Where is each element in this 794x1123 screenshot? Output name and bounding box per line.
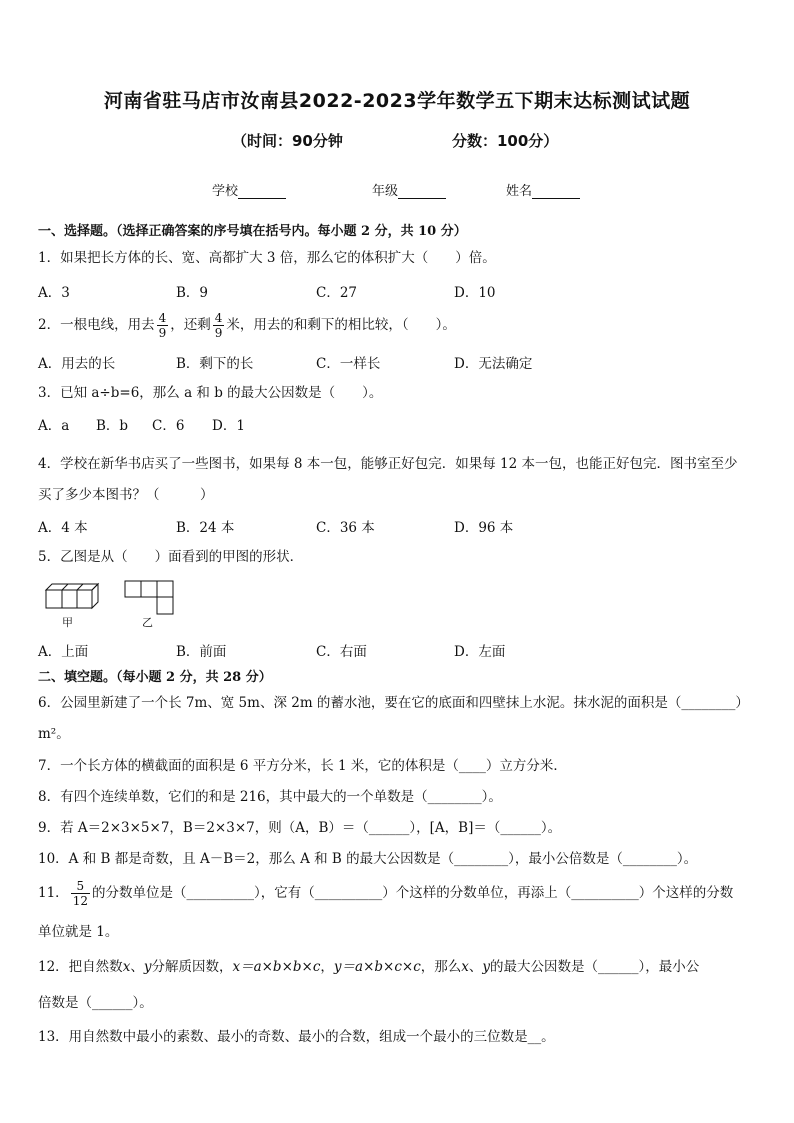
question-6-line-1: 6．公园里新建了一个长 7m、宽 5m、深 2m 的蓄水池，要在它的底面和四壁抹上水泥。抹水泥的面积是（________） (38, 695, 749, 711)
q1-option-b[interactable]: B．9 (176, 285, 209, 301)
page-title: 河南省驻马店市汝南县2022-2023学年数学五下期末达标测试试题 (103, 90, 691, 112)
q3-option-c[interactable]: C．6 (152, 418, 185, 434)
question-2 (38, 310, 764, 340)
q2-option-b[interactable]: B．剩下的长 (176, 356, 254, 372)
q11-number: 11． (38, 885, 69, 901)
q2-frac2-denominator: 9 (214, 326, 223, 340)
q3-option-b[interactable]: B．b (96, 418, 129, 434)
q4-option-d[interactable]: D．96 本 (454, 520, 514, 536)
q5-option-c[interactable]: C．右面 (316, 644, 367, 660)
figure-jia-label: 甲 (62, 616, 73, 629)
q12-var-y: y (143, 959, 152, 975)
question-11-line-2: 单位就是 1。 (38, 924, 119, 940)
section1-heading: 一、选择题。（选择正确答案的序号填在括号内。每小题 2 分，共 10 分） (38, 224, 467, 239)
q1-option-a[interactable]: A．3 (38, 285, 70, 301)
q2-option-d[interactable]: D．无法确定 (454, 356, 533, 372)
q3-option-a[interactable]: A．a (38, 418, 70, 434)
q3-option-d[interactable]: D．1 (212, 418, 245, 434)
school-label: 学校 (212, 184, 239, 199)
question-12-line-2: 倍数是（______）。 (38, 995, 153, 1011)
q2-frac1-numerator: 4 (158, 311, 167, 325)
question-7: 7．一个长方体的横截面的面积是 6 平方分米，长 1 米，它的体积是（____）立方分米． (38, 758, 567, 774)
school-field (212, 180, 286, 199)
question-11 (38, 876, 764, 910)
q12-var-x: x (122, 959, 131, 975)
q12-expr-x: x＝a×b×b×c (232, 959, 321, 975)
q12-var-x-2: x (461, 959, 469, 975)
question-4-line-1: 4．学校在新华书店买了一些图书，如果每 8 本一包，能够正好包完．如果每 12 本一包，也能正好包完．图书室至少 (38, 456, 738, 472)
q2-option-c[interactable]: C．一样长 (316, 356, 381, 372)
q12-text-mid: 分解质因数， (151, 959, 233, 975)
figure-yi-view (124, 580, 176, 618)
q12-text-pre: 12．把自然数 (38, 959, 123, 975)
question-9: 9．若 A＝2×3×5×7，B＝2×3×7，则（A，B）＝（______），[A，B]＝（______）。 (38, 820, 562, 836)
name-field (506, 180, 580, 199)
q11-fraction (71, 879, 90, 908)
question-10: 10．A 和 B 都是奇数，且 A－B＝2，那么 A 和 B 的最大公因数是（________），最小公倍数是（________）。 (38, 851, 698, 867)
q11-frac-denominator: 12 (72, 894, 88, 908)
q5-option-d[interactable]: D．左面 (454, 644, 506, 660)
q12-sep-1: 、 (130, 959, 144, 975)
q2-fraction-2 (213, 311, 225, 340)
school-blank[interactable] (238, 185, 286, 199)
q2-frac2-numerator: 4 (214, 311, 223, 325)
q4-option-a[interactable]: A．4 本 (38, 520, 88, 536)
question-4-line-2: 买了多少本图书？（ ） (38, 487, 214, 503)
q5-option-b[interactable]: B．前面 (176, 644, 227, 660)
figure-yi-label: 乙 (142, 616, 153, 629)
grade-label: 年级 (372, 184, 399, 199)
q2-text-post: 米，用去的和剩下的相比较，（ ）。 (226, 317, 456, 333)
section2-heading: 二、填空题。（每小题 2 分，共 28 分） (38, 670, 272, 685)
q1-option-c[interactable]: C．27 (316, 285, 358, 301)
question-5: 5．乙图是从（ ）面看到的甲图的形状． (38, 549, 304, 565)
q12-text-post: 的最大公因数是（______），最小公 (490, 959, 700, 975)
q4-option-c[interactable]: C．36 本 (316, 520, 375, 536)
grade-blank[interactable] (398, 185, 446, 199)
q11-frac-numerator: 5 (71, 879, 90, 894)
figure-jia-cubes (44, 580, 102, 610)
q2-text-pre: 2．一根电线，用去 (38, 317, 155, 333)
grade-field (372, 180, 446, 199)
q1-option-d[interactable]: D．10 (454, 285, 496, 301)
name-label: 姓名 (506, 184, 533, 199)
question-3: 3．已知 a÷b=6，那么 a 和 b 的最大公因数是（ ）。 (38, 385, 383, 401)
exam-time: （时间：90分钟 (232, 132, 343, 150)
question-1: 1．如果把长方体的长、宽、高都扩大 3 倍，那么它的体积扩大（ ）倍。 (38, 250, 496, 266)
q4-option-b[interactable]: B．24 本 (176, 520, 235, 536)
q2-option-a[interactable]: A．用去的长 (38, 356, 116, 372)
q2-frac1-denominator: 9 (158, 326, 167, 340)
q2-text-mid: ，还剩 (170, 317, 211, 333)
q12-var-y-2: y (482, 959, 491, 975)
q12-expr-y: y＝a×b×c×c (333, 959, 421, 975)
exam-score: 分数：100分） (452, 132, 559, 150)
q2-fraction-1 (157, 311, 169, 340)
q5-option-a[interactable]: A．上面 (38, 644, 89, 660)
q12-text-then: ，那么 (420, 959, 462, 975)
question-13: 13．用自然数中最小的素数、最小的奇数、最小的合数，组成一个最小的三位数是__。 (38, 1029, 555, 1045)
q11-text: 的分数单位是（__________），它有（__________）个这样的分数单位，再添上（__________）个这样的分数 (91, 885, 734, 901)
name-blank[interactable] (532, 185, 580, 199)
question-12: 12．把自然数x、y分解质因数，x＝a×b×b×c，y＝a×b×c×c，那么x、y的最大公因数是（______），最小公 (38, 959, 700, 975)
q12-sep-2: 、 (468, 959, 483, 975)
question-8: 8．有四个连续单数，它们的和是 216，其中最大的一个单数是（________）。 (38, 789, 502, 805)
question-6-line-2: m²。 (38, 726, 70, 742)
